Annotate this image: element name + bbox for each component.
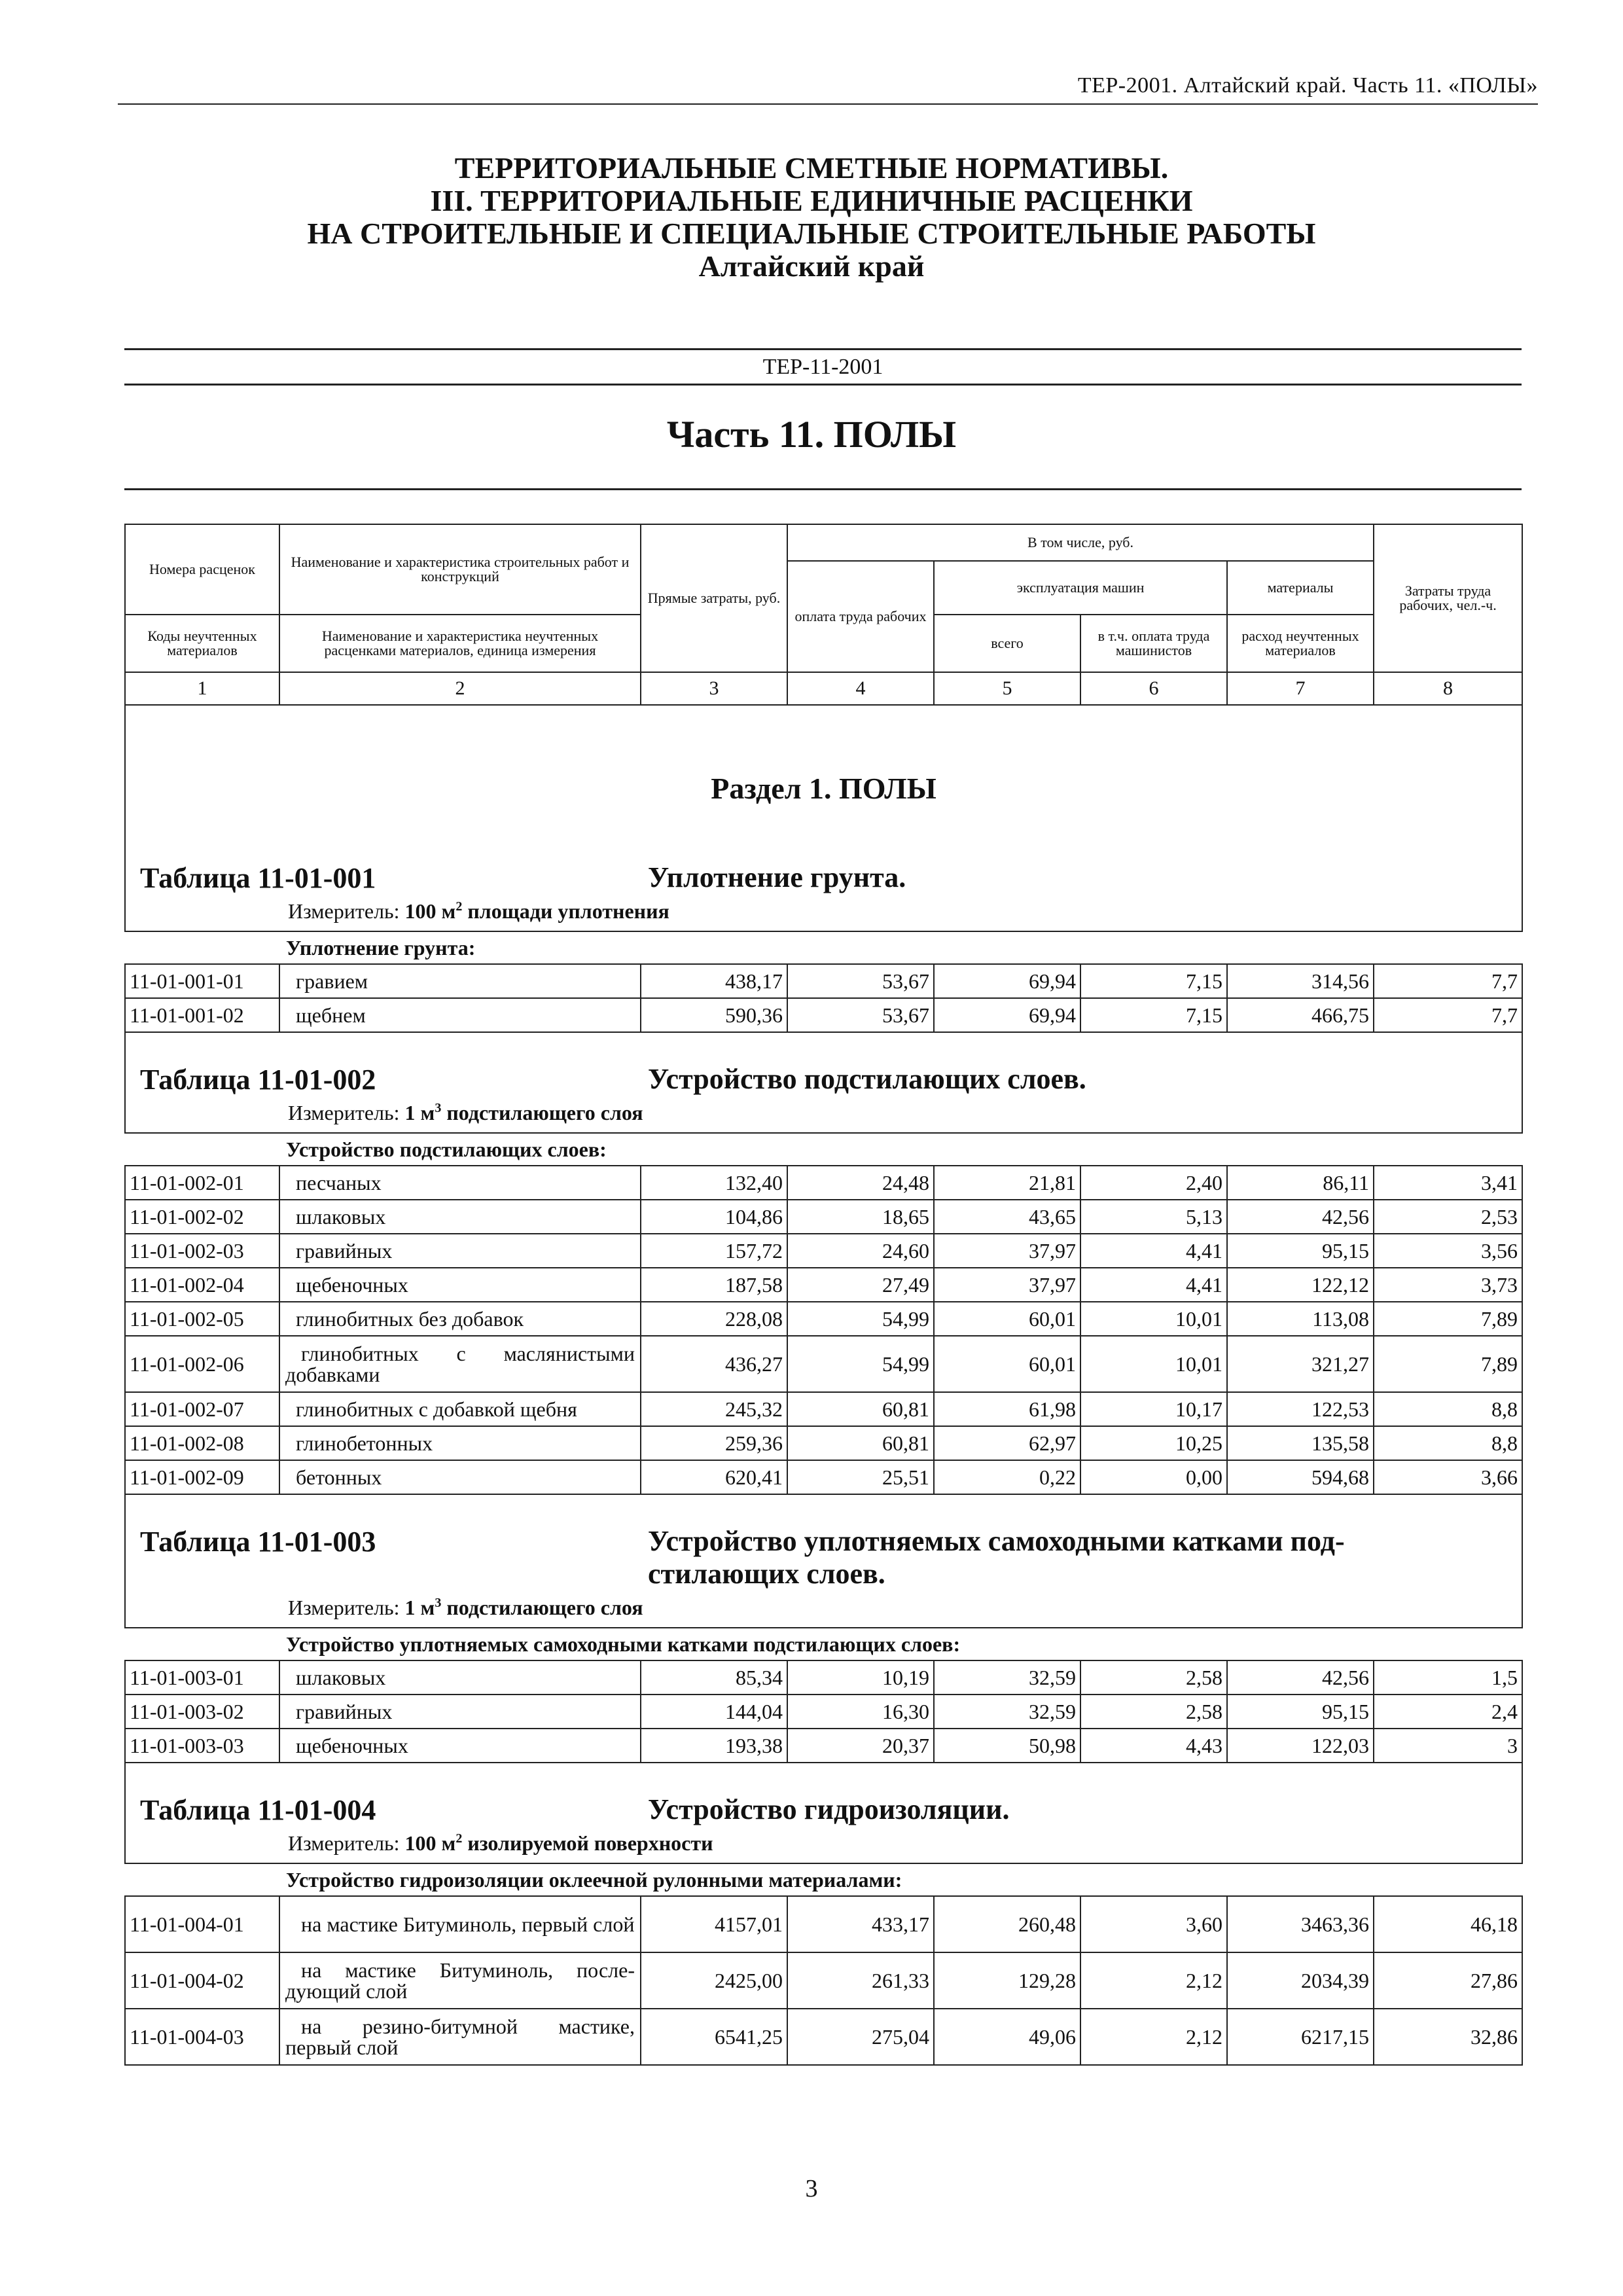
value-cell: 49,06 [934,2009,1080,2065]
table-measure: Измеритель: 1 $м^3$ подстилающего слоя [288,1596,643,1619]
title-line: Алтайский край [698,249,925,283]
value-cell: 144,04 [641,1695,787,1729]
value-cell: 314,56 [1227,964,1374,998]
rate-code-cell: 11-01-001-02 [125,998,279,1032]
table-row [125,1695,1522,1729]
value-cell: 27,86 [1374,1952,1522,2009]
value-cell: 24,60 [787,1234,934,1268]
value-cell: 7,7 [1374,998,1522,1032]
value-cell: 135,58 [1227,1426,1374,1460]
table-heading [125,1763,1522,1863]
header-worker-pay: оплата труда рабочих [787,561,934,672]
value-cell: 62,97 [934,1426,1080,1460]
value-cell: 54,99 [787,1336,934,1392]
rate-code-cell: 11-01-002-08 [125,1426,279,1460]
value-cell: 4,43 [1080,1729,1227,1763]
table-row [125,1234,1522,1268]
value-cell: 1,5 [1374,1660,1522,1695]
value-cell: 6541,25 [641,2009,787,2065]
value-cell: 122,12 [1227,1268,1374,1302]
work-name-cell: глинобетонных [279,1426,641,1460]
value-cell: 60,81 [787,1392,934,1426]
title-line: ТЕРРИТОРИАЛЬНЫЕ СМЕТНЫЕ НОРМАТИВЫ. [454,151,1169,185]
rate-code-cell: 11-01-004-01 [125,1896,279,1952]
table-row [125,1896,1522,1952]
page-number: 3 [805,2175,818,2202]
table-row [125,1426,1522,1460]
rule-middle [124,384,1522,386]
value-cell: 85,34 [641,1660,787,1695]
work-name-cell: глинобитных без добавок [279,1302,641,1336]
rate-code-cell: 11-01-003-02 [125,1695,279,1729]
value-cell: 16,30 [787,1695,934,1729]
value-cell: 594,68 [1227,1460,1374,1494]
value-cell: 7,89 [1374,1336,1522,1392]
value-cell: 4157,01 [641,1896,787,1952]
value-cell: 132,40 [641,1166,787,1200]
table-measure: Измеритель: 100 $м^2$ площади уплотнения [288,899,669,923]
rule-top [124,348,1522,350]
value-cell: 5,13 [1080,1200,1227,1234]
value-cell: 32,86 [1374,2009,1522,2065]
rate-code-cell: 11-01-002-06 [125,1336,279,1392]
title-line: НА СТРОИТЕЛЬНЫЕ И СПЕЦИАЛЬНЫЕ СТРОИТЕЛЬНЫЕ РАБОТЫ [307,217,1316,250]
header-including: В том числе, руб. [787,524,1374,561]
rate-code-cell: 11-01-002-05 [125,1302,279,1336]
value-cell: 53,67 [787,998,934,1032]
value-cell: 2034,39 [1227,1952,1374,2009]
value-cell: 275,04 [787,2009,934,2065]
header-material-codes: Коды неучтенных материалов [125,615,279,672]
value-cell: 245,32 [641,1392,787,1426]
table-name: Устройство подстилающих слоев. [648,1063,1086,1095]
value-cell: 37,97 [934,1268,1080,1302]
table-subheading: Устройство гидроизоляции оклеечной рулонными материалами: [125,1863,1522,1896]
value-cell: 261,33 [787,1952,934,2009]
value-cell: 69,94 [934,964,1080,998]
table-subheading: Устройство уплотняемых самоходными катками подстилающих слоев: [125,1628,1522,1660]
work-name-cell: глинобитных с добавкой щебня [279,1392,641,1426]
value-cell: 7,89 [1374,1302,1522,1336]
value-cell: 43,65 [934,1200,1080,1234]
value-cell: 25,51 [787,1460,934,1494]
value-cell: 2,53 [1374,1200,1522,1234]
column-number: 2 [279,672,641,705]
header-material-names: Наименование и характеристика неучтенных расценками материалов, единица измерения [279,615,641,672]
column-number: 5 [934,672,1080,705]
rate-code-cell: 11-01-003-01 [125,1660,279,1695]
value-cell: 2,4 [1374,1695,1522,1729]
value-cell: 104,86 [641,1200,787,1234]
value-cell: 7,15 [1080,998,1227,1032]
rate-code-cell: 11-01-002-07 [125,1392,279,1426]
work-name-cell: на мастике Битуминоль, первый слой [279,1896,641,1952]
value-cell: 53,67 [787,964,934,998]
rate-code-cell: 11-01-002-01 [125,1166,279,1200]
header-material-consumption: расход неучтенных материалов [1227,615,1374,672]
column-number: 1 [125,672,279,705]
value-cell: 4,41 [1080,1234,1227,1268]
table-row [125,1460,1522,1494]
value-cell: 4,41 [1080,1268,1227,1302]
value-cell: 129,28 [934,1952,1080,2009]
value-cell: 8,8 [1374,1426,1522,1460]
value-cell: 2425,00 [641,1952,787,2009]
value-cell: 228,08 [641,1302,787,1336]
value-cell: 0,00 [1080,1460,1227,1494]
section-title: Раздел 1. ПОЛЫ [711,772,936,805]
table-row [125,1952,1522,2009]
value-cell: 10,17 [1080,1392,1227,1426]
value-cell: 95,15 [1227,1234,1374,1268]
value-cell: 3,66 [1374,1460,1522,1494]
value-cell: 6217,15 [1227,2009,1374,2065]
rate-code-cell: 11-01-002-02 [125,1200,279,1234]
work-name-cell: щебнем [279,998,641,1032]
rate-code-cell: 11-01-004-02 [125,1952,279,2009]
table-heading [125,861,1522,931]
value-cell: 122,03 [1227,1729,1374,1763]
value-cell: 54,99 [787,1302,934,1336]
value-cell: 260,48 [934,1896,1080,1952]
value-cell: 50,98 [934,1729,1080,1763]
value-cell: 3463,36 [1227,1896,1374,1952]
value-cell: 27,49 [787,1268,934,1302]
value-cell: 3 [1374,1729,1522,1763]
value-cell: 3,41 [1374,1166,1522,1200]
rate-code-cell: 11-01-002-04 [125,1268,279,1302]
work-name-cell: гравийных [279,1234,641,1268]
value-cell: 2,40 [1080,1166,1227,1200]
value-cell: 2,12 [1080,1952,1227,2009]
work-name-cell: бетонных [279,1460,641,1494]
value-cell: 20,37 [787,1729,934,1763]
table-row [125,1336,1522,1392]
doc-code: ТЕР-11-2001 [762,355,883,379]
value-cell: 157,72 [641,1234,787,1268]
value-cell: 86,11 [1227,1166,1374,1200]
rate-code-cell: 11-01-001-01 [125,964,279,998]
value-cell: 0,22 [934,1460,1080,1494]
work-name-cell: щебеночных [279,1729,641,1763]
column-number: 4 [787,672,934,705]
rule-bottom [124,488,1522,490]
value-cell: 32,59 [934,1695,1080,1729]
value-cell: 2,58 [1080,1660,1227,1695]
value-cell: 10,25 [1080,1426,1227,1460]
header-direct-costs: Прямые затраты, руб. [641,524,787,672]
work-name-cell: на мастике Битуминоль, после-дующий слой [279,1952,641,2009]
value-cell: 46,18 [1374,1896,1522,1952]
table-subheading: Устройство подстилающих слоев: [125,1133,1522,1166]
value-cell: 42,56 [1227,1660,1374,1695]
value-cell: 32,59 [934,1660,1080,1695]
table-heading [125,1032,1522,1133]
rate-code-cell: 11-01-004-03 [125,2009,279,2065]
header-machine-operation: эксплуатация машин [934,561,1227,615]
value-cell: 69,94 [934,998,1080,1032]
value-cell: 193,38 [641,1729,787,1763]
value-cell: 10,19 [787,1660,934,1695]
title-line: III. ТЕРРИТОРИАЛЬНЫЕ ЕДИНИЧНЫЕ РАСЦЕНКИ [430,184,1193,217]
value-cell: 37,97 [934,1234,1080,1268]
column-number: 6 [1080,672,1227,705]
table-row [125,998,1522,1032]
work-name-cell: на резино-битумной мастике, первый слой [279,2009,641,2065]
header-machinist-pay: в т.ч. оплата труда машинистов [1080,615,1227,672]
value-cell: 438,17 [641,964,787,998]
value-cell: 2,12 [1080,2009,1227,2065]
value-cell: 433,17 [787,1896,934,1952]
value-cell: 3,56 [1374,1234,1522,1268]
value-cell: 620,41 [641,1460,787,1494]
value-cell: 10,01 [1080,1336,1227,1392]
value-cell: 590,36 [641,998,787,1032]
table-number: Таблица 11-01-002 [140,1064,376,1096]
value-cell: 60,81 [787,1426,934,1460]
value-cell: 466,75 [1227,998,1374,1032]
value-cell: 60,01 [934,1336,1080,1392]
value-cell: 321,27 [1227,1336,1374,1392]
table-subheading: Уплотнение грунта: [125,931,1522,964]
value-cell: 436,27 [641,1336,787,1392]
table-heading [125,1494,1522,1628]
value-cell: 122,53 [1227,1392,1374,1426]
value-cell: 61,98 [934,1392,1080,1426]
table-row [125,1200,1522,1234]
rate-code-cell: 11-01-003-03 [125,1729,279,1763]
section-heading-cell [125,705,1522,861]
value-cell: 8,8 [1374,1392,1522,1426]
value-cell: 10,01 [1080,1302,1227,1336]
table-row [125,1729,1522,1763]
value-cell: 259,36 [641,1426,787,1460]
rate-code-cell: 11-01-002-03 [125,1234,279,1268]
column-number: 3 [641,672,787,705]
table-row [125,1392,1522,1426]
table-number: Таблица 11-01-004 [140,1794,376,1826]
work-name-cell: песчаных [279,1166,641,1200]
value-cell: 3,60 [1080,1896,1227,1952]
value-cell: 95,15 [1227,1695,1374,1729]
table-number: Таблица 11-01-003 [140,1526,376,1558]
table-number: Таблица 11-01-001 [140,862,376,894]
table-row [125,1268,1522,1302]
column-number: 7 [1227,672,1374,705]
value-cell: 187,58 [641,1268,787,1302]
table-name: Устройство гидроизоляции. [648,1793,1010,1825]
document-title [0,152,1623,283]
value-cell: 21,81 [934,1166,1080,1200]
work-name-cell: гравийных [279,1695,641,1729]
table-measure: Измеритель: 100 $м^2$ изолируемой поверхности [288,1831,713,1855]
header-materials: материалы [1227,561,1374,615]
value-cell: 7,7 [1374,964,1522,998]
header-machines-total: всего [934,615,1080,672]
table-row [125,1302,1522,1336]
header-labor-hours: Затраты труда рабочих, чел.-ч. [1374,524,1522,672]
rate-code-cell: 11-01-002-09 [125,1460,279,1494]
work-name-cell: глинобитных с маслянистыми добавками [279,1336,641,1392]
value-cell: 7,15 [1080,964,1227,998]
table-row [125,964,1522,998]
value-cell: 3,73 [1374,1268,1522,1302]
running-header: ТЕР-2001. Алтайский край. Часть 11. «ПОЛЫ» [1077,73,1538,98]
table-measure: Измеритель: 1 $м^3$ подстилающего слоя [288,1101,643,1124]
value-cell: 2,58 [1080,1695,1227,1729]
table-name: Устройство уплотняемых самоходными катками под-стилающих слоев. [648,1525,1345,1590]
work-name-cell: гравием [279,964,641,998]
table-name: Уплотнение грунта. [648,861,906,893]
header-rule [118,103,1538,105]
work-name-cell: щебеночных [279,1268,641,1302]
work-name-cell: шлаковых [279,1200,641,1234]
header-rate-numbers: Номера расценок [125,524,279,615]
part-title: Часть 11. ПОЛЫ [666,413,957,456]
rates-table [124,524,1523,2066]
table-row [125,1660,1522,1695]
table-row [125,1166,1522,1200]
work-name-cell: шлаковых [279,1660,641,1695]
column-number: 8 [1374,672,1522,705]
value-cell: 113,08 [1227,1302,1374,1336]
value-cell: 60,01 [934,1302,1080,1336]
header-work-name: Наименование и характеристика строительных работ и конструкций [279,524,641,615]
table-row [125,2009,1522,2065]
value-cell: 24,48 [787,1166,934,1200]
value-cell: 18,65 [787,1200,934,1234]
value-cell: 42,56 [1227,1200,1374,1234]
